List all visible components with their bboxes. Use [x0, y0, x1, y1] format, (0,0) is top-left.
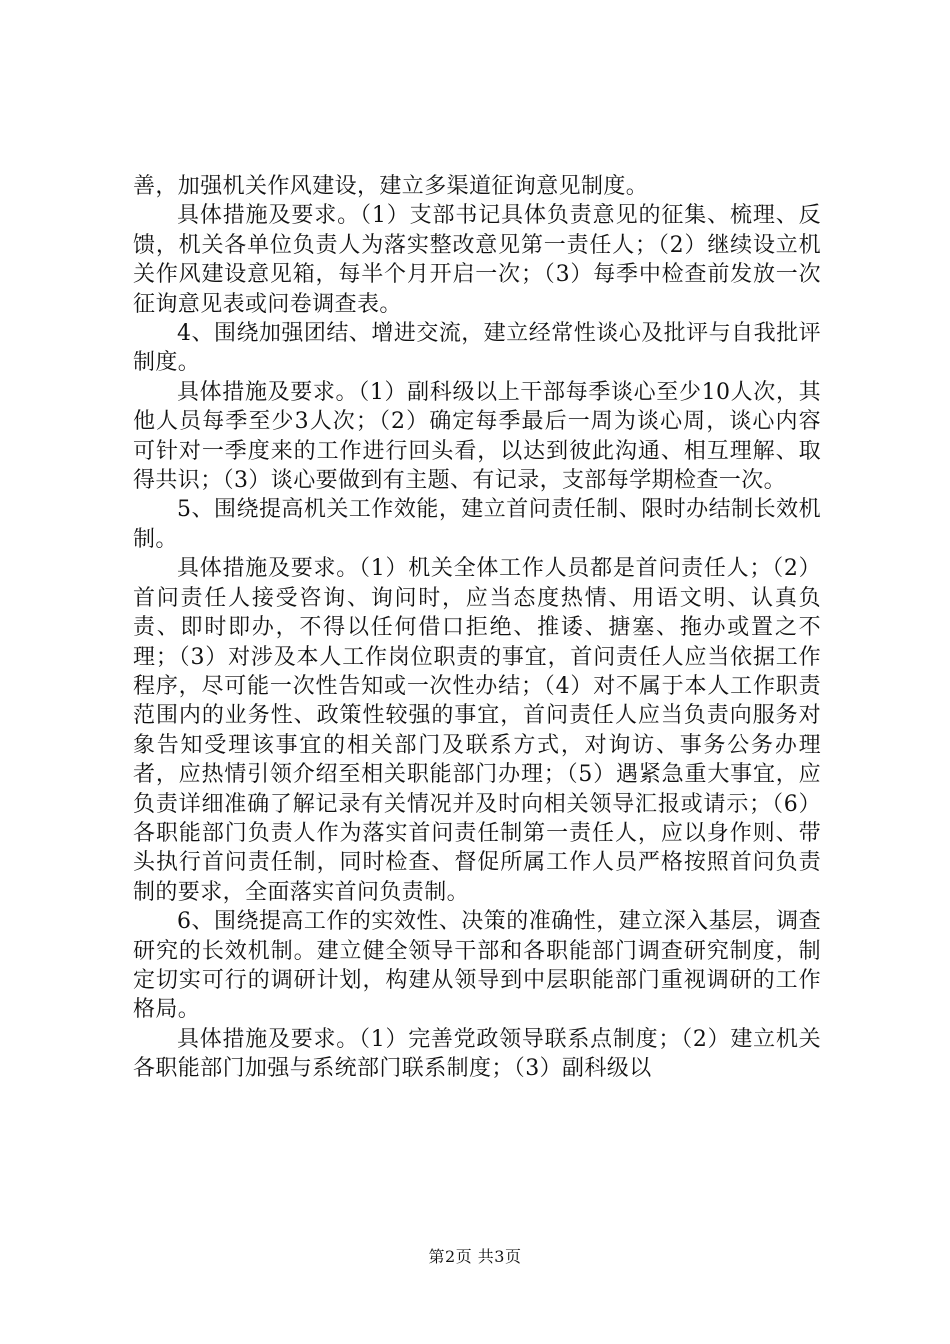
paragraph-4: 具体措施及要求。（1）副科级以上干部每季谈心至少10人次，其他人员每季至少3人次；（2）确定每季最后一周为谈心周，谈心内容可针对一季度来的工作进行回头看，以达到彼此沟通、相互理解、取得共识；（3）谈心要做到有主题、有记录，支部每学期检查一次。 [133, 379, 821, 494]
paragraph-5: 5、围绕提高机关工作效能，建立首问责任制、限时办结制长效机制。 [133, 497, 821, 552]
paragraph-6: 具体措施及要求。（1）机关全体工作人员都是首问责任人；（2）首问责任人接受咨询、询问时，应当态度热情、用语文明、认真负责、即时即办，不得以任何借口拒绝、推诿、搪塞、拖办或置之不理；（3）对涉及本人工作岗位职责的事宜，首问责任人应当依据工作程序，尽可能一次性告知或一次性办结；（4）对不属于本人工作职责范围内的业务性、政策性较强的事宜，首问责任人应当负责向服务对象告知受理该事宜的相关部门及联系方式，对询访、事务公务办理者，应热情引领介绍至相关职能部门办理；（5）遇紧急重大事宜，应负责详细准确了解记录有关情况并及时向相关领导汇报或请示；（6）各职能部门负责人作为落实首问责任制第一责任人，应以身作则、带头执行首问责任制，同时检查、督促所属工作人员严格按照首问负责制的要求，全面落实首问负责制。 [133, 556, 821, 905]
paragraph-3: 4、围绕加强团结、增进交流，建立经常性谈心及批评与自我批评制度。 [133, 321, 821, 376]
page-footer [0, 1244, 950, 1267]
page-number: 第2页 共3页 [428, 1247, 522, 1266]
paragraph-1: 善，加强机关作风建设，建立多渠道征询意见制度。 [133, 174, 649, 199]
document-body [133, 172, 821, 1084]
paragraph-2: 具体措施及要求。（1）支部书记具体负责意见的征集、梳理、反馈，机关各单位负责人为落实整改意见第一责任人；（2）继续设立机关作风建设意见箱，每半个月开启一次；（3）每季中检查前发放一次征询意见表或问卷调查表。 [133, 203, 821, 317]
paragraph-8: 具体措施及要求。（1）完善党政领导联系点制度；（2）建立机关各职能部门加强与系统部门联系制度；（3）副科级以 [133, 1026, 821, 1082]
paragraph-7: 6、围绕提高工作的实效性、决策的准确性，建立深入基层，调查研究的长效机制。建立健全领导干部和各职能部门调查研究制度，制定切实可行的调研计划，构建从领导到中层职能部门重视调研的工作格局。 [133, 909, 821, 1023]
